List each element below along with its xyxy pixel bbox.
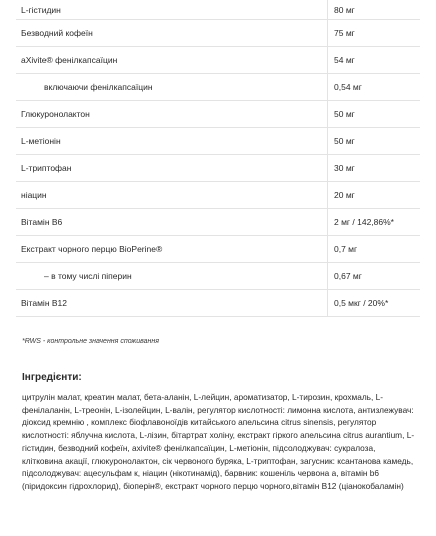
- nutrient-name: – в тому числі піперин: [16, 263, 328, 290]
- table-row: [16, 101, 420, 128]
- table-row: [16, 182, 420, 209]
- table-row: [16, 209, 420, 236]
- table-row: [16, 155, 420, 182]
- nutrition-table-body: [16, 0, 420, 317]
- nutrient-name: Безводний кофеїн: [16, 20, 328, 47]
- ingredients-heading: Інгредієнти:: [22, 372, 82, 383]
- nutrient-amount: 0,67 мг: [328, 263, 421, 290]
- table-row: [16, 290, 420, 317]
- nutrient-name: L-метіонін: [16, 128, 328, 155]
- nutrient-amount: 80 мг: [328, 0, 421, 20]
- nutrition-table: [16, 0, 420, 317]
- nutrient-amount: 30 мг: [328, 155, 421, 182]
- nutrient-amount: 50 мг: [328, 128, 421, 155]
- nutrient-name: Глюкуронолактон: [16, 101, 328, 128]
- nutrient-amount: 0,7 мг: [328, 236, 421, 263]
- table-row: [16, 20, 420, 47]
- nutrient-name: ніацин: [16, 182, 328, 209]
- nutrient-amount: 20 мг: [328, 182, 421, 209]
- table-row: [16, 263, 420, 290]
- nutrient-name: Вітамін B12: [16, 290, 328, 317]
- nutrient-name: L-триптофан: [16, 155, 328, 182]
- nutrient-name: Екстракт чорного перцю BioPerine®: [16, 236, 328, 263]
- nutrient-amount: 75 мг: [328, 20, 421, 47]
- nutrient-amount: 54 мг: [328, 47, 421, 74]
- nutrient-name: включаючи фенілкапсаїцин: [16, 74, 328, 101]
- nutrient-name: L-гістидин: [16, 0, 328, 20]
- rws-footnote: *RWS - контрольне значення споживання: [22, 338, 159, 345]
- nutrient-amount: 50 мг: [328, 101, 421, 128]
- nutrient-name: Вітамін B6: [16, 209, 328, 236]
- table-row: [16, 236, 420, 263]
- table-row: [16, 47, 420, 74]
- ingredients-text: цитрулін малат, креатин малат, бета-аланін, L-лейцин, ароматизатор, L-тирозин, крохмаль, L-фенілаланін, L-треонін, L-ізолейцин, L-валін, регулятор кислотності: лимонна кислота, антизлежувач: діоксид кремнію , комплекс біофлавоноїдів китайського апельсина citrus sinensis, регулятор кислотності: яблучна кислота, L-лізин, бітартрат холіну, екстракт гіркого апельсина citrus aurantium, L-гістидин, безводний кофеїн, axivite® фенілкапсаїцин, L-метіонін, підсолоджувач: сукралоза, клітковина акації, глюкуронолактон, сік червоного буряка, L-триптофан, загусник: ксантанова камедь, підсолоджувач: ацесульфам к, ніацин (нікотинамід), барвник: кошеніль червона а, вітамін b6 (піридоксин гідрохлорид), біоперін®, екстракт чорного перцю чорного,вітамін B12 (ціанокобаламін): [22, 392, 415, 491]
- nutrient-amount: 0,5 мкг / 20%*: [328, 290, 421, 317]
- table-row: [16, 128, 420, 155]
- nutrient-amount: 2 мг / 142,86%*: [328, 209, 421, 236]
- table-row: [16, 74, 420, 101]
- nutrient-name: aXivite® фенілкапсаїцин: [16, 47, 328, 74]
- table-row: [16, 0, 420, 20]
- nutrient-amount: 0,54 мг: [328, 74, 421, 101]
